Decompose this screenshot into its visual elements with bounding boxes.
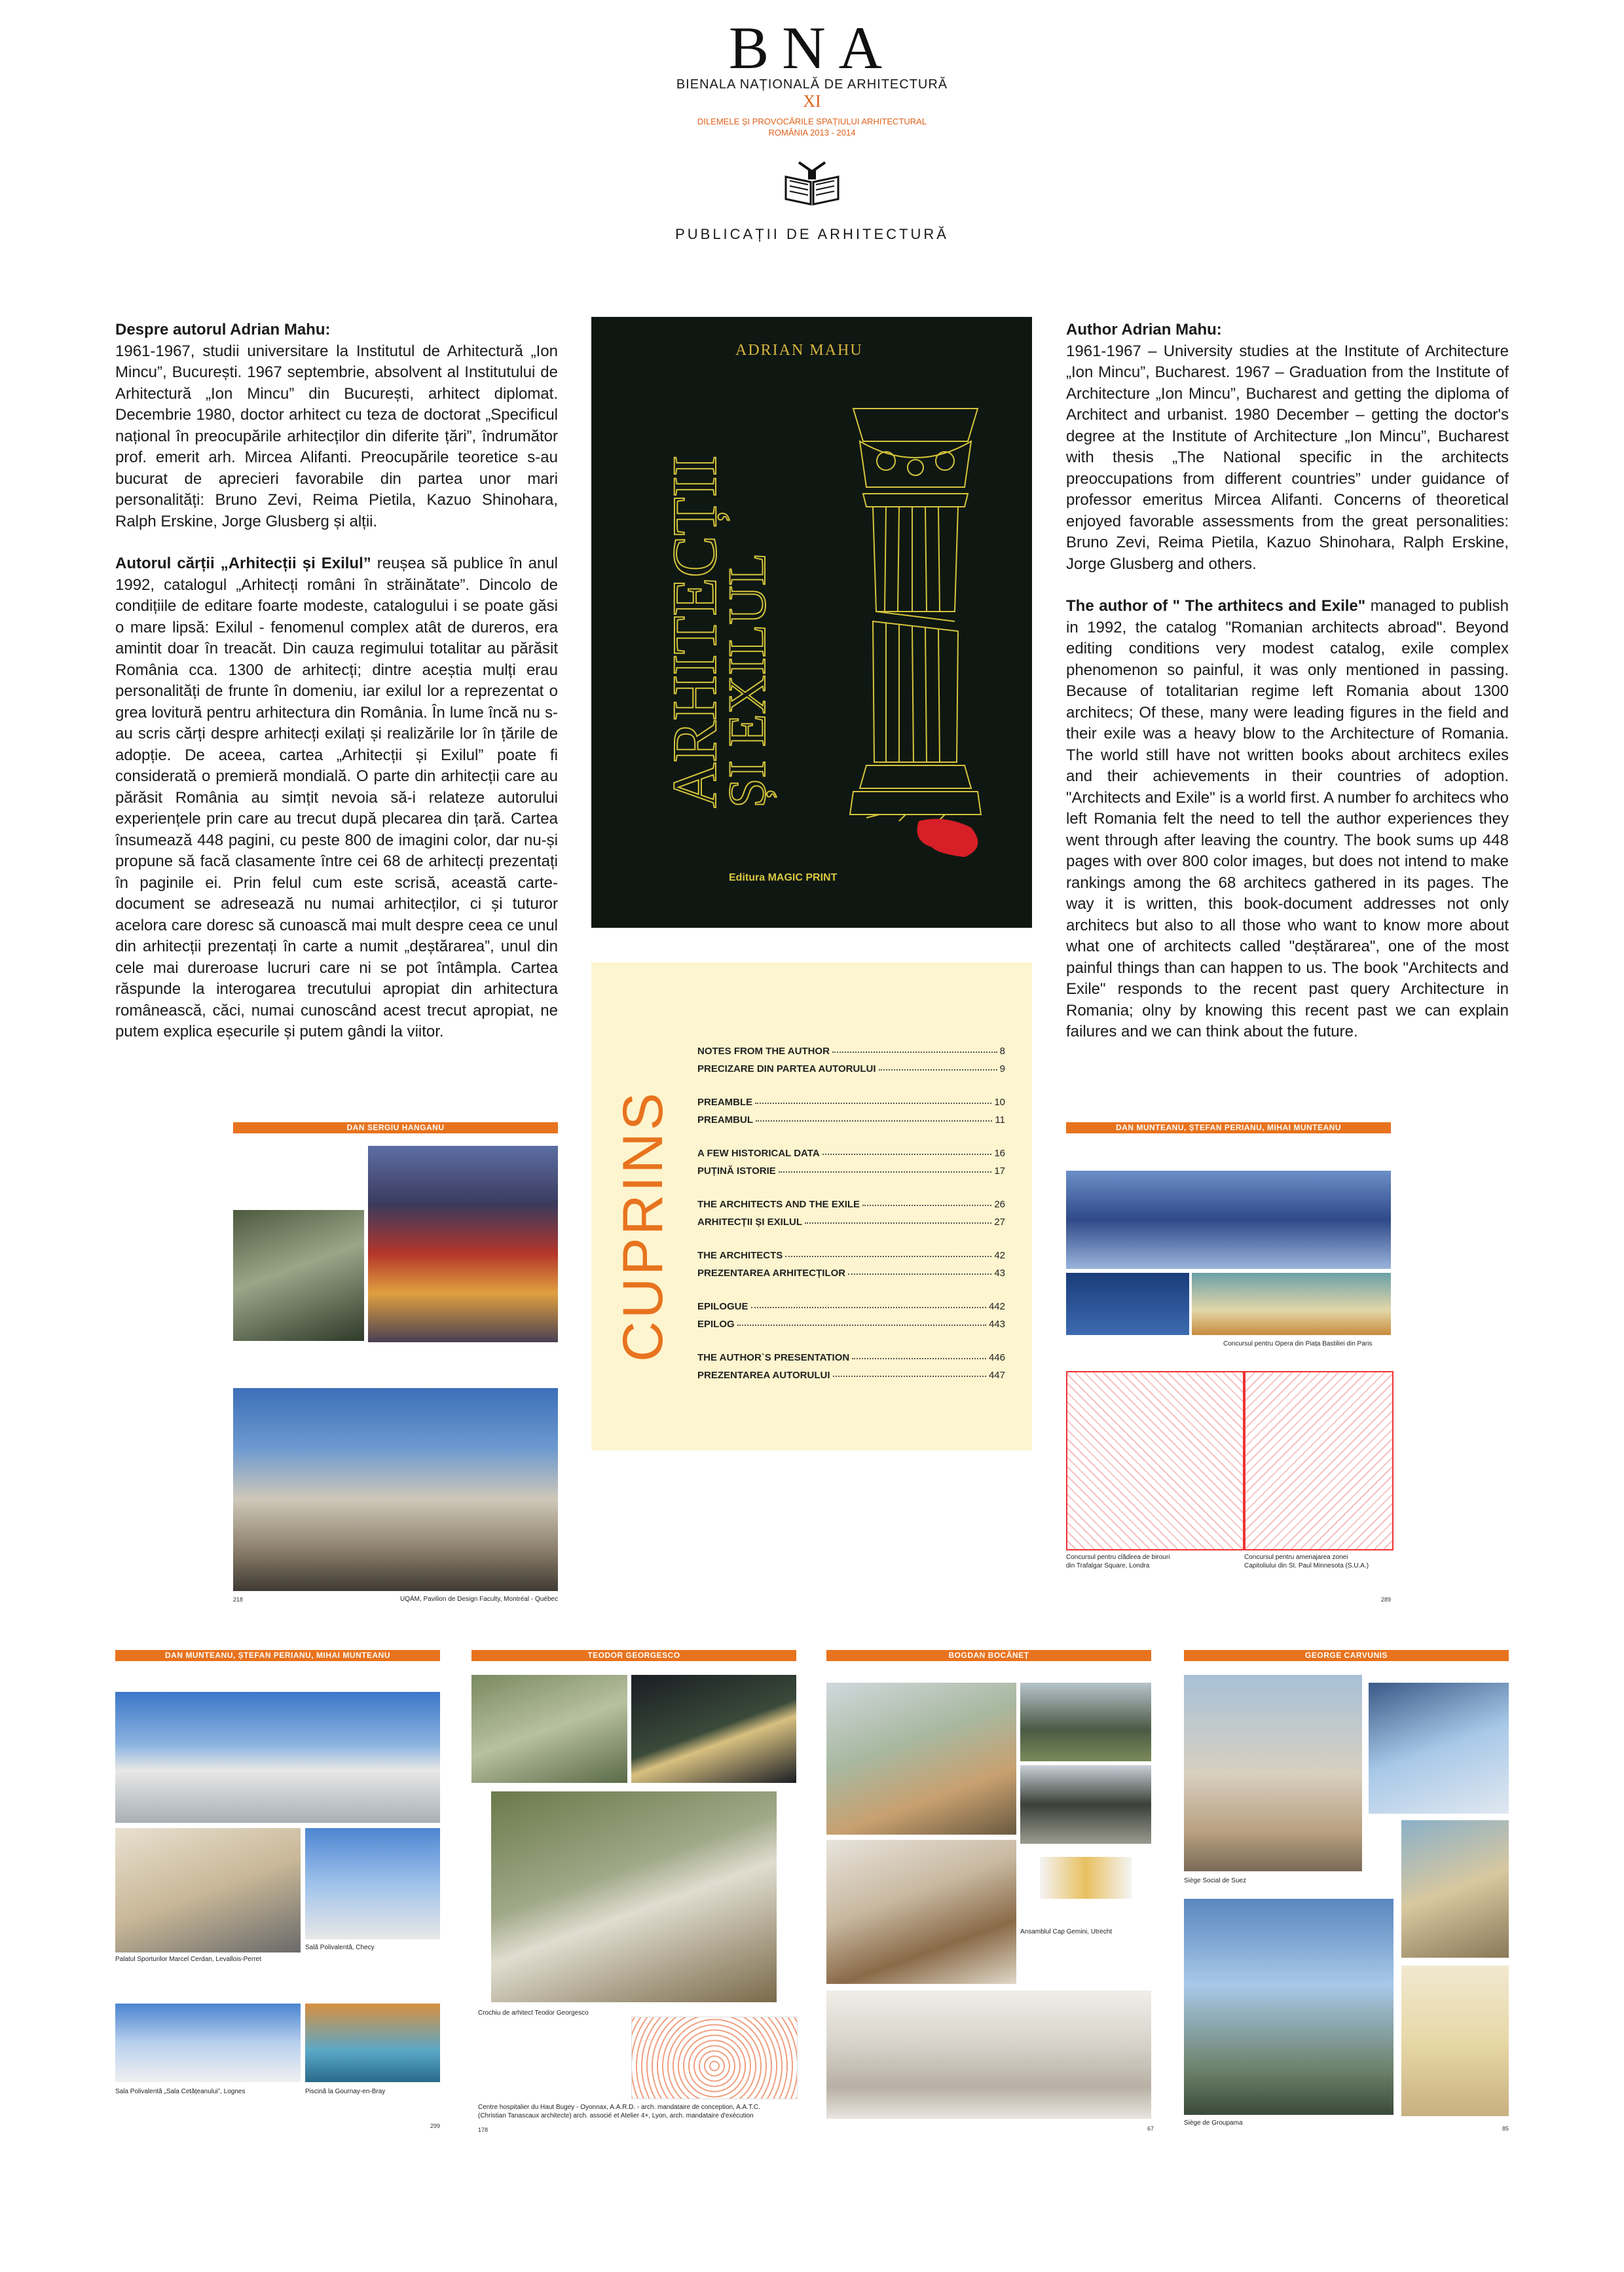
caption-hospital: Centre hospitalier du Haut Bugey - Oyonnax, A.A.R.D. - arch. mandataire de conception, A.A.T.C. (Christian Tanascaux architecte) arch. associé et Atelier 4+, Lyon, arch. mandataire d'exécution [478, 2104, 760, 2119]
romanian-heading-book: Autorul cărții „Arhitecții și Exilul” [115, 555, 371, 572]
toc-entry-label: PREAMBLE [697, 1097, 753, 1108]
toc-entry [697, 1057, 1005, 1074]
photo-pool [305, 2004, 440, 2082]
toc-entry-page: 10 [994, 1097, 1005, 1108]
toc-entry-page: 446 [988, 1352, 1005, 1363]
toc-entry-page: 17 [994, 1165, 1005, 1177]
toc-leader-dots [805, 1222, 991, 1224]
photo-building-2 [1020, 1765, 1151, 1844]
toc-leader-dots [879, 1069, 997, 1071]
page-number: 178 [478, 2127, 489, 2133]
page-header: GEORGE CARVUNIS [1184, 1650, 1509, 1661]
toc-gap [697, 1126, 1005, 1141]
toc-entry [697, 1108, 1005, 1126]
toc-entry-page: 27 [994, 1217, 1005, 1228]
toc-entry [697, 1039, 1005, 1057]
photo-caption: UQÀM, Pavilion de Design Faculty, Montréal - Québec [399, 1596, 558, 1603]
toc-entry-label: EPILOG [697, 1319, 735, 1330]
toc-entry [697, 1192, 1005, 1210]
drawing-capitol-plan [1244, 1371, 1393, 1550]
caption-opera: Concursul pentru Opera din Piața Bastiliei din Paris [1223, 1340, 1373, 1347]
toc-entry-label: PREAMBUL [697, 1114, 753, 1126]
cover-publisher: Editura MAGIC PRINT [729, 872, 838, 883]
photo-glass-roof [1369, 1683, 1509, 1814]
toc-leader-dots [737, 1325, 986, 1326]
caption-pool: Piscină la Gournay-en-Bray [305, 2088, 386, 2095]
drawing-office-building [1066, 1371, 1244, 1550]
drawing-architect-sketch [631, 2017, 798, 2099]
photo-opera-model [1066, 1171, 1391, 1269]
toc-entry-label: PREZENTAREA AUTORULUI [697, 1370, 830, 1381]
toc-leader-dots [848, 1273, 991, 1275]
toc-leader-dots [755, 1103, 991, 1104]
toc-entry-label: THE ARCHITECTS [697, 1250, 783, 1261]
toc-entry [697, 1090, 1005, 1108]
site-plan [1040, 1857, 1132, 1899]
toc-gap [697, 1177, 1005, 1192]
toc-entry-page: 16 [994, 1148, 1005, 1159]
toc-entry-label: EPILOGUE [697, 1301, 748, 1312]
toc-leader-dots [833, 1376, 986, 1377]
english-text-column [1066, 320, 1509, 1064]
toc-entry-page: 9 [999, 1063, 1005, 1074]
english-heading-author: Author Adrian Mahu: [1066, 321, 1222, 339]
toc-leader-dots [779, 1171, 992, 1173]
toc-leader-dots [785, 1256, 991, 1257]
toc-entry-page: 43 [994, 1268, 1005, 1279]
page-munteanu-competitions [1066, 1122, 1391, 1607]
page-number: 67 [1147, 2125, 1154, 2132]
toc-entry-page: 443 [988, 1319, 1005, 1330]
photo-checy [305, 1828, 440, 1939]
toc-leader-dots [822, 1154, 992, 1155]
toc-leader-dots [756, 1120, 992, 1122]
photo-opera-night [1066, 1273, 1189, 1335]
toc-entry [697, 1312, 1005, 1330]
toc-leader-dots [832, 1052, 997, 1053]
toc-leader-dots [852, 1358, 986, 1359]
caption-groupama: Siège de Groupama [1184, 2119, 1243, 2127]
toc-entry [697, 1294, 1005, 1312]
toc-entry-label: NOTES FROM THE AUTHOR [697, 1046, 830, 1057]
english-author-bio: 1961-1967 – University studies at the Institute of Architecture „Ion Mincu”, Bucharest. 1967 – Graduation from the Institute of Architecture „Ion Mincu”, Bucharest and getting the diploma of Architect and urbanist. 1980 December – getting the doctor's degree at the Institute of Architecture „Ion Mincu”, Bucharest with thesis „The National specific in the architects preoccupations from different countries” under guidance of professor emeritus Mircea Alifanti. Concerns of theoretical enjoyed favorable assessments from the great personalities: Bruno Zevi, Reima Pietila, Kazuo Shinohara, Ralph Erskine, Jorge Glusberg and others. [1066, 342, 1509, 573]
caption-suez: Siège Social de Suez [1184, 1877, 1247, 1884]
caption-lognes: Sala Polivalentă „Sala Cetățeanului”, Lognes [115, 2088, 246, 2095]
photo-suez-atrium [1184, 1675, 1362, 1871]
toc-entry [697, 1210, 1005, 1228]
photo-aerial-day [471, 1675, 627, 1783]
english-heading-book: The author of " The arthitecs and Exile" [1066, 597, 1366, 615]
cuprins-title [612, 1041, 674, 1368]
photo-aerial-night [631, 1675, 796, 1783]
edition-number: XI [803, 92, 821, 111]
toc-entry [697, 1363, 1005, 1381]
photo-structure [1401, 1820, 1509, 1958]
caption-sketch: Crochiu de arhitect Teodor Georgesco [478, 2009, 589, 2017]
page-number: 218 [233, 1596, 244, 1603]
english-book-description: managed to publish in 1992, the catalog "Romanian architects abroad". Beyond editing conditions very modest catalog, exile complex phenomenon so painful, it was only mentioned in passing. Because of totalitarian regime left Romania about 1300 architecs; Of these, many were leading figures in the field and their exile was a heavy blow to the Architecture of Romania. The world still have not written books about architecs exiles and their achievements in their countries of adoption. "Architects and Exile" is a world first. A number fo architecs who left Romania felt the need to tell the author experiences they went through after leaving the country. The book sums up 448 pages with over 800 color images, but does not intend to make rankings among the 68 architecs gathered in its pages. The way it is written, this book-document addresses not only architecs but also to all those who want to know more about what one of architects called "deștărarea", one of the most painful things than can happen to us. The book "Architects and Exile" responds to the recent past query Architecture in Romania; olny by knowing this recent past we can explain failures and we can think about the future. [1066, 597, 1509, 1040]
column-drawing [840, 395, 991, 867]
photo-hospital-aerial [491, 1791, 777, 2002]
page-header: DAN MUNTEANU, ȘTEFAN PERIANU, MIHAI MUNTEANU [115, 1650, 440, 1661]
photo-facade-night [368, 1146, 558, 1342]
photo-hall [826, 1990, 1151, 2119]
cover-title [637, 395, 777, 821]
cover-author: ADRIAN MAHU [735, 342, 863, 359]
theme-line-2: ROMÂNIA 2013 - 2014 [768, 128, 856, 137]
toc-gap [697, 1279, 1005, 1294]
photo-atrium [826, 1840, 1016, 1984]
page-number: 85 [1502, 2125, 1509, 2132]
theme-line-1: DILEMELE ȘI PROVOCĂRILE SPAȚIULUI ARHITECTURAL [697, 117, 927, 126]
page-header: BOGDAN BOCĂNEȚ [826, 1650, 1151, 1661]
section-title: PUBLICAȚII DE ARHITECTURĂ [675, 226, 949, 242]
toc-gap [697, 1330, 1005, 1346]
toc-entry-page: 11 [995, 1114, 1005, 1126]
toc-entry-label: A FEW HISTORICAL DATA [697, 1148, 820, 1159]
svg-text:CUPRINS: CUPRINS [612, 1090, 674, 1362]
photo-interior [233, 1210, 364, 1341]
page-georgesco [471, 1650, 796, 2135]
toc-entry [697, 1346, 1005, 1363]
page-header: DAN MUNTEANU, ȘTEFAN PERIANU, MIHAI MUNTEANU [1066, 1122, 1391, 1133]
toc-entry-page: 442 [988, 1301, 1005, 1312]
toc-entry-label: THE AUTHOR`S PRESENTATION [697, 1352, 850, 1363]
toc-gap [697, 1074, 1005, 1090]
bna-logo: BNA [728, 14, 896, 81]
page-header: DAN SERGIU HANGANU [233, 1122, 558, 1133]
toc-entry [697, 1141, 1005, 1159]
toc-entry-label: THE ARCHITECTS AND THE EXILE [697, 1199, 860, 1210]
page-header: TEODOR GEORGESCO [471, 1650, 796, 1661]
photo-building-exterior [233, 1388, 558, 1591]
toc-entry-label: PRECIZARE DIN PARTEA AUTORULUI [697, 1063, 876, 1074]
table-of-contents-panel [591, 962, 1032, 1450]
cover-title-line1: ARHITECȚII [659, 455, 729, 808]
toc-entry [697, 1243, 1005, 1261]
cover-title-line2: ȘI EXILUL [717, 553, 777, 808]
romanian-heading-author: Despre autorul Adrian Mahu: [115, 321, 331, 339]
caption-capitol: Concursul pentru amenajarea zonei Capitoliului din St. Paul Minnesota (S.U.A.) [1244, 1554, 1369, 1569]
toc-gap [697, 1228, 1005, 1243]
toc-leader-dots [751, 1307, 986, 1308]
caption-checy: Sală Polivalentă, Checy [305, 1944, 375, 1951]
toc-list [697, 1039, 1005, 1381]
photo-groupama [1184, 1899, 1393, 2115]
toc-entry-page: 8 [999, 1046, 1005, 1057]
toc-entry-page: 42 [994, 1250, 1005, 1261]
romanian-text-column [115, 320, 558, 1064]
page-carvunis [1184, 1650, 1509, 2135]
page-hanganu [233, 1122, 558, 1607]
photo-stairs [1401, 1966, 1509, 2116]
photo-lobby [826, 1683, 1016, 1835]
photo-building-1 [1020, 1683, 1151, 1761]
page-munteanu-sports [115, 1650, 440, 2135]
photo-lognes [115, 2004, 301, 2082]
book-cover [591, 317, 1032, 928]
page-number: 299 [430, 2123, 440, 2129]
toc-entry-page: 26 [994, 1199, 1005, 1210]
romanian-book-description: reușea să publice în anul 1992, catalogul „Arhitecți români în străinătate”. Dincolo de condițiile de editare foarte modeste, catalogului i se poate găsi o mare lipsă: Exilul - fenomenul complex atât de dureros, era amintit doar în treacăt. Din cauza regimului totalitar au părăsit România cca. 1300 de arhitecți; dintre aceștia mulți erau personalități de frunte în domeniu, iar exilul lor a reprezentat o grea lovitură pentru arhitectura din România. În lume încă nu s-au scris cărți despre arhitecți exilați și realizările lor în țările de adopție. De aceea, cartea „Arhitecții și Exilul” poate fi considerată o premieră mondială. O parte din arhitecții care au părăsit România au simțit nevoia să-i relateze autorului experiențele prin care au trecut după plecarea din țară. Cartea însumează 448 pagini, cu peste 800 de imagini color, dar nu-și propune să facă clasamente între cei 68 de arhitecți prezentați în paginile ei. Prin felul cum este scrisă, această carte-document se adresează nu numai arhitecților, ci și tuturor acelora care doresc să cunoască mai mult despre ceea ce unul din arhitecții prezentați în carte a numit „deștărarea”, unul din cele mai dureroase lucruri care ni se pot întâmpla. Cartea răspunde la interogarea trecutului apropiat din arhitectura românească, căci, numai cunoscând acest trecut apropiat, ne putem explica eșecurile și putem gândi la viitor. [115, 555, 558, 1040]
photo-opera-render [1192, 1273, 1391, 1335]
toc-entry [697, 1261, 1005, 1279]
caption-sports-palace: Palatul Sporturilor Marcel Cerdan, Levallois-Perret [115, 1956, 261, 1963]
page-number: 289 [1380, 1596, 1391, 1603]
toc-entry-page: 447 [988, 1370, 1005, 1381]
toc-entry-label: PREZENTAREA ARHITECȚILOR [697, 1268, 846, 1279]
toc-entry-label: PUȚINĂ ISTORIE [697, 1165, 776, 1177]
caption-trafalgar: Concursul pentru clădirea de birouri din Trafalgar Square, Londra [1066, 1554, 1170, 1569]
photo-sports-palace [115, 1692, 440, 1823]
toc-entry-label: ARHITECȚII ȘI EXILUL [697, 1217, 803, 1228]
photo-sports-hall [115, 1828, 301, 1952]
page-bocanet [826, 1650, 1154, 2135]
caption-cap-gemini: Ansamblul Cap Gemini, Utrecht [1020, 1928, 1113, 1935]
toc-entry [697, 1159, 1005, 1177]
romanian-author-bio: 1961-1967, studii universitare la Institutul de Arhitectură „Ion Mincu”, București. 1967 septembrie, absolvent al Institutului de Arhitectură „Ion Mincu” din București, arhitect diplomat. Decembrie 1980, doctor arhitect cu teza de doctorat „Specificul național în preocupările arhitecților din diferite țări”, îndrumător prof. emerit arh. Mircea Alifanti. Preocupările teoretice s-au bucurat de aprecieri favorabile din partea unor mari personalități: Bruno Zevi, Reima Pietila, Kazuo Shinohara, Ralph Erskine, Jorge Glusberg și alții. [115, 342, 558, 530]
organization-name: BIENALA NAȚIONALĂ DE ARHITECTURĂ [676, 77, 948, 92]
toc-leader-dots [862, 1205, 991, 1206]
open-book-icon [779, 157, 845, 210]
